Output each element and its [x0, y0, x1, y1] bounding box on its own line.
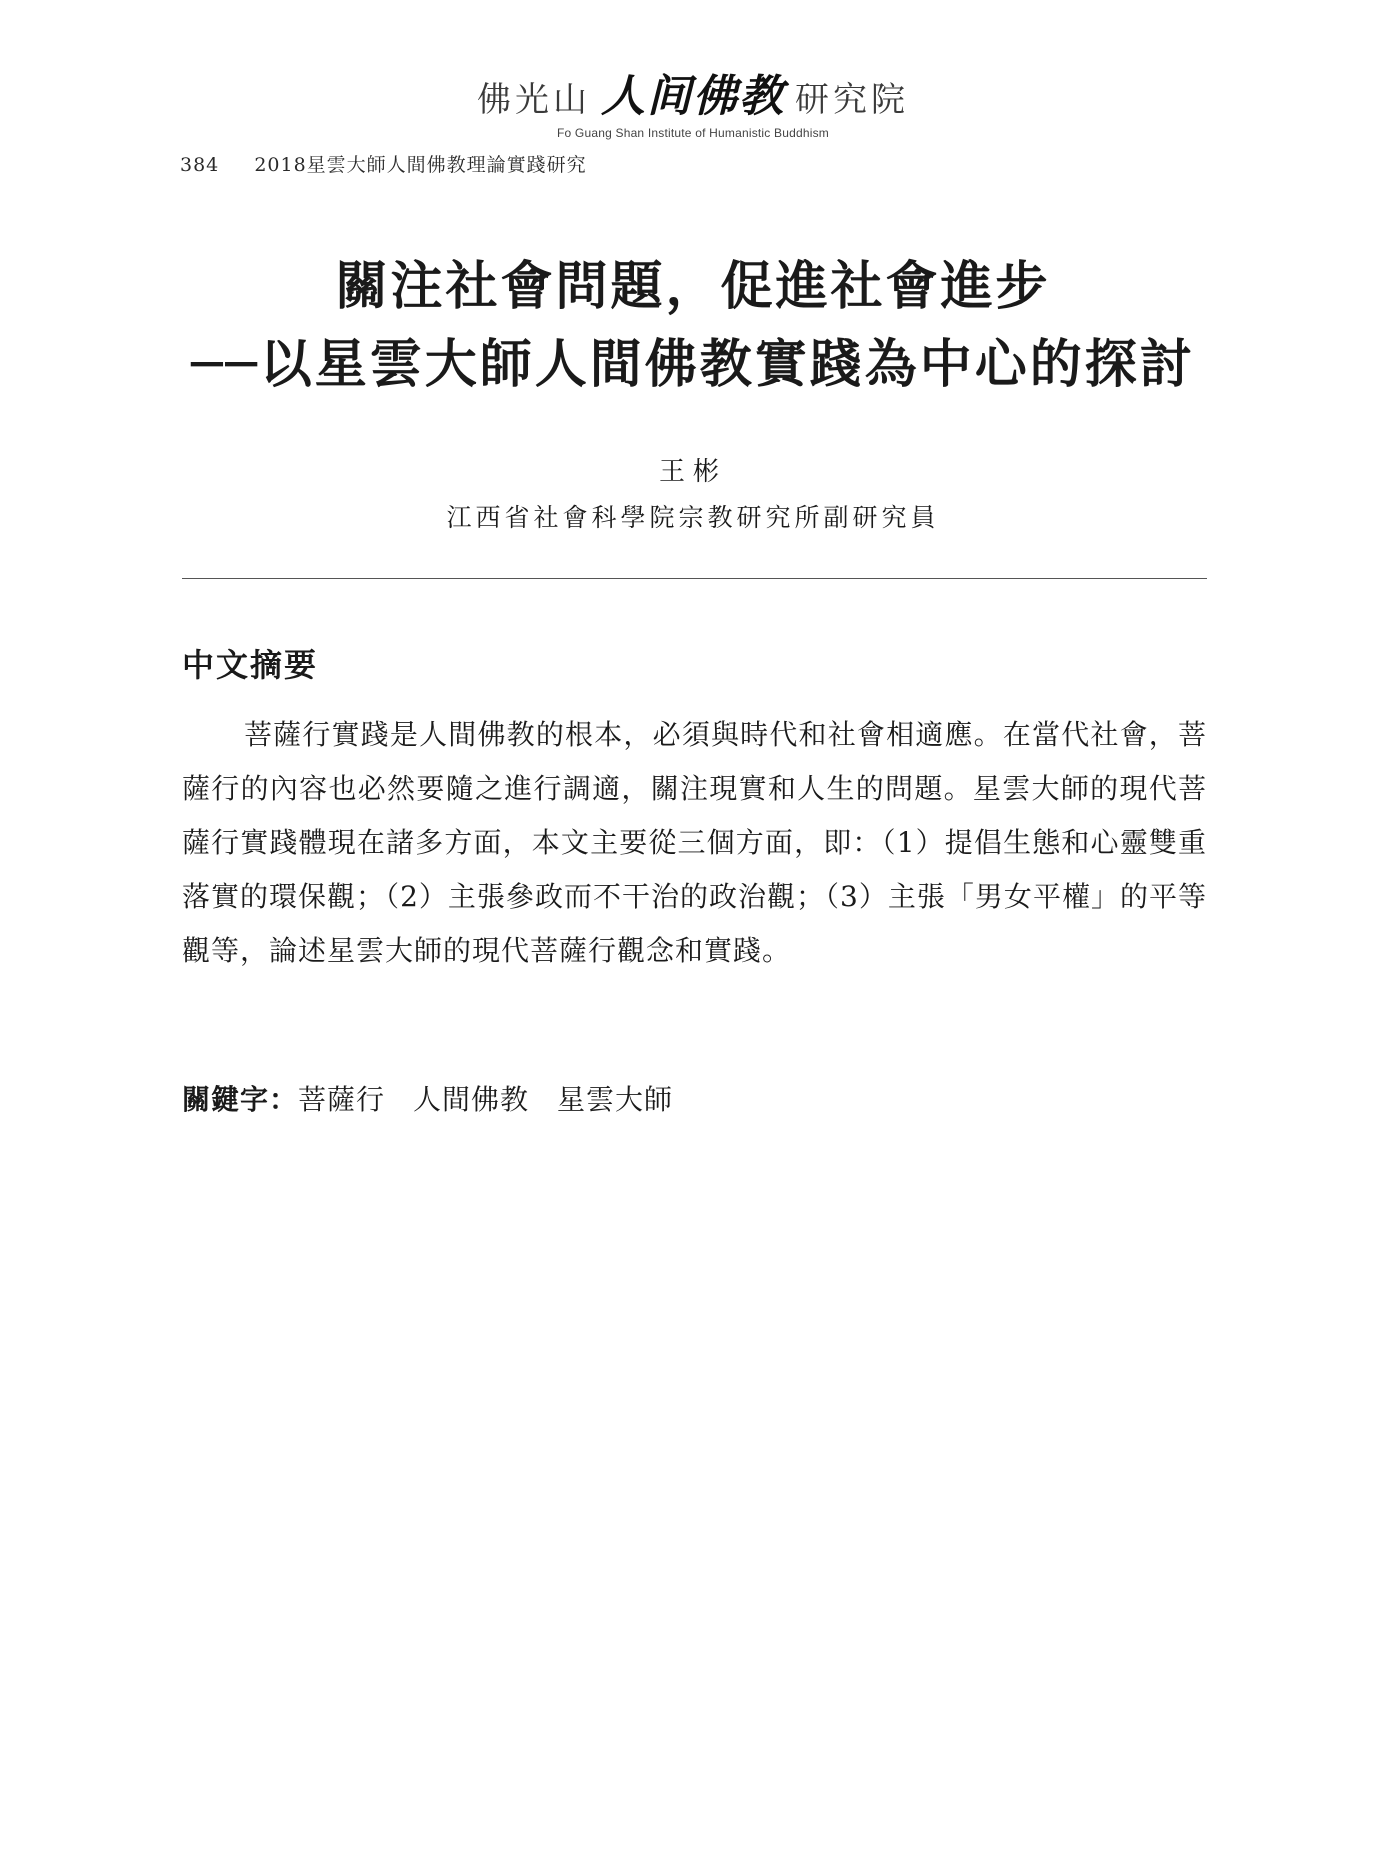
logo-title [477, 60, 909, 124]
keyword-item: 人間佛教 [413, 1083, 530, 1116]
article-title-block [0, 250, 1386, 402]
institute-logo [0, 60, 1386, 140]
book-title: 2018星雲大師人間佛教理論實踐研究 [254, 154, 587, 176]
page-number: 384 [180, 154, 220, 176]
logo-brush-text: 人间佛教 [601, 71, 785, 122]
keyword-item: 菩薩行 [298, 1083, 386, 1116]
article-subtitle: ──以星雲大師人間佛教實踐為中心的探討 [191, 334, 1195, 395]
logo-english-text: Fo Guang Shan Institute of Humanistic Buddhism [556, 126, 829, 140]
author-name: 王彬 [658, 457, 727, 487]
article-title: 關注社會問題，促進社會進步 [335, 256, 1051, 317]
logo-right-text: 研究院 [795, 80, 909, 120]
author-affiliation: 江西省社會科學院宗教研究所副研究員 [446, 503, 940, 532]
keywords-label: 關鍵字： [182, 1083, 299, 1116]
divider [182, 578, 1207, 579]
abstract-body: 菩薩行實踐是人間佛教的根本，必須與時代和社會相適應。在當代社會，菩薩行的內容也必然要隨之進行調適，關注現實和人生的問題。星雲大師的現代菩薩行實踐體現在諸多方面，本文主要從三個方面，即：（1）提倡生態和心靈雙重落實的環保觀；（2）主張參政而不干治的政治觀；（3）主張「男女平權」的平等觀等，論述星雲大師的現代菩薩行觀念和實踐。 [182, 718, 1207, 967]
keywords-line [182, 1078, 701, 1118]
abstract-heading: 中文摘要 [182, 646, 319, 684]
keyword-item: 星雲大師 [557, 1083, 674, 1116]
logo-left-text: 佛光山 [477, 80, 591, 120]
author-block [0, 452, 1386, 538]
running-head [180, 150, 587, 177]
